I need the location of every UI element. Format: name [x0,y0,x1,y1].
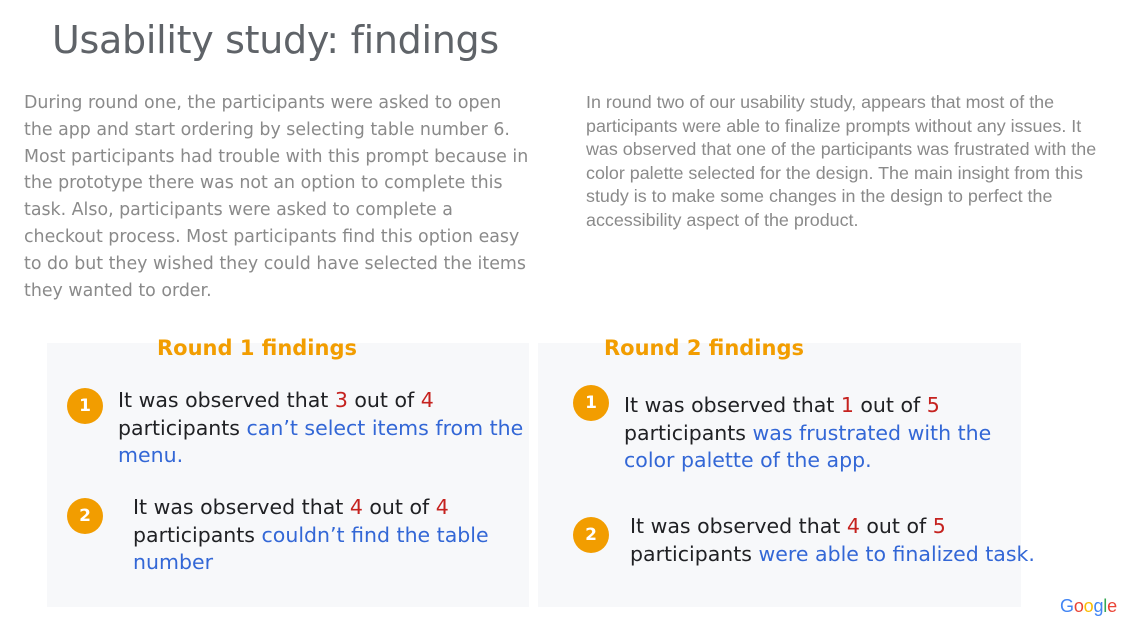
finding-highlight: were able to finalized task. [758,541,1035,566]
finding-total: 4 [420,388,434,412]
logo-letter: o [1073,596,1084,616]
round-1-finding-1-number-badge: 1 [67,388,103,424]
logo-letter: e [1107,596,1117,616]
round-1-finding-2-number-badge: 2 [67,498,103,534]
round-1-finding-2 [133,494,513,577]
finding-middle: out of [859,514,933,538]
finding-middle: out of [853,393,927,417]
finding-middle: out of [347,388,421,412]
round-2-finding-1 [624,392,1009,475]
round-one-summary: During round one, the participants were asked to open the app and start ordering by selecting table number 6. Most participants had trouble with this prompt because in the prototype there was not an option to complete this task. Also, participants were asked to complete a checkout process. Most participants find this option easy to do but they wished they could have selected the items they wanted to order. [24,93,529,301]
round-2-finding-1-number-badge: 1 [573,385,609,421]
finding-participants: participants [624,420,753,445]
finding-prefix: It was observed that [118,388,335,412]
finding-count: 3 [334,388,348,412]
logo-letter: g [1093,596,1104,616]
finding-highlight: can’t select items from the menu. [118,415,524,467]
round-2-heading: Round 2 findings [604,336,804,360]
round-1-heading: Round 1 findings [157,336,357,360]
finding-participants: participants [118,415,247,440]
round-2-finding-2 [630,513,1040,568]
round-two-summary: In round two of our usability study, appears that most of the participants were able to finalize prompts without any issues. It was observed that one of the participants was frustrated with the color palette selected for the design. The main insight from this study is to make some changes in the design to perfect the accessibility aspect of the product. [586,92,1097,230]
logo-letter: o [1083,596,1094,616]
finding-prefix: It was observed that [624,393,841,417]
finding-highlight: couldn’t find the table number [133,522,489,574]
round-2-finding-2-number-badge: 2 [573,517,609,553]
logo-letter: l [1103,596,1108,616]
finding-count: 4 [349,495,363,519]
finding-middle: out of [362,495,436,519]
finding-total: 5 [926,393,940,417]
finding-highlight: was frustrated with the color palette of the app. [624,420,992,472]
finding-participants: participants [630,541,759,566]
finding-prefix: It was observed that [133,495,350,519]
finding-total: 5 [932,514,946,538]
google-logo [1060,596,1117,617]
page-title: Usability study: findings [52,18,499,62]
finding-total: 4 [435,495,449,519]
finding-prefix: It was observed that [630,514,847,538]
logo-letter: G [1060,596,1074,616]
finding-count: 4 [846,514,860,538]
finding-count: 1 [840,393,854,417]
round-1-finding-1 [118,387,528,470]
finding-participants: participants [133,522,262,547]
